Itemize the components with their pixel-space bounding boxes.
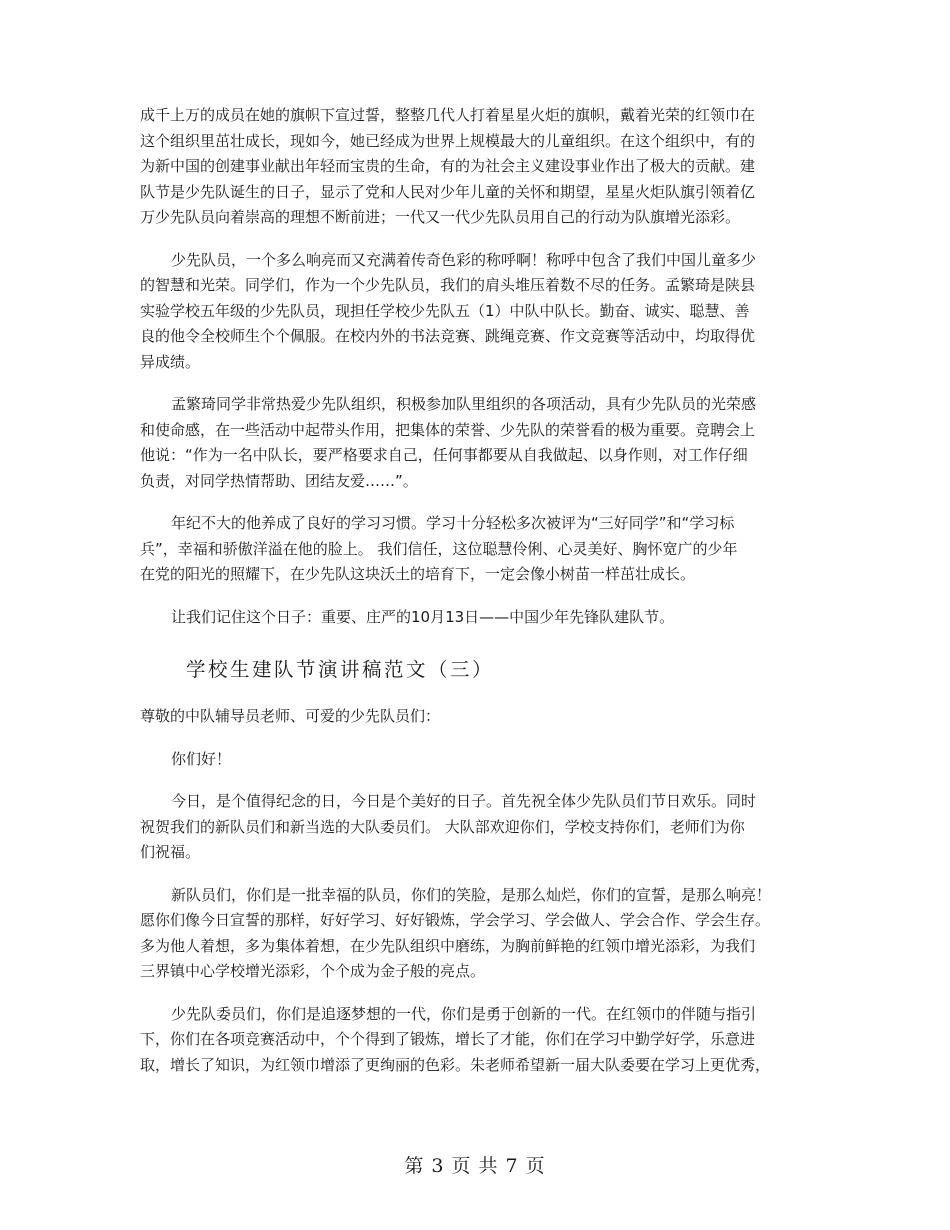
text-line: 孟繁琦同学非常热爱少先队组织，积极参加队里组织的各项活动，具有少先队员的光荣感 — [171, 395, 757, 413]
page-number-footer: 第 3 页 共 7 页 — [404, 1155, 546, 1177]
paragraph-3 — [140, 392, 820, 494]
text-line: 祝贺我们的新队员们和新当选的大队委员们。 大队部欢迎你们，学校支持你们，老师们为你 — [140, 817, 745, 836]
text-line: 年纪不大的他养成了良好的学习习惯。学习十分轻松多次被评为“三好同学”和“学习标 — [171, 514, 735, 532]
paragraph-8 — [140, 1002, 820, 1079]
text-line: 们祝福。 — [140, 843, 201, 861]
text-line: 在党的阳光的照耀下，在少先队这块沃土的培育下，一定会像小树苗一样茁壮成长。 — [140, 565, 696, 583]
text-line: 下，你们在各项竞赛活动中，个个得到了锻炼，增长了才能，你们在学习中勤学好学，乐意进 — [140, 1030, 756, 1048]
text-line: 实验学校五年级的少先队员，现担任学校少先队五（1）中队中队长。勤奋、诚实、聪慧、善 — [140, 301, 750, 320]
section-heading: 学校生建队节演讲稿范文（三） — [186, 658, 495, 681]
text-line: 今日，是个值得纪念的日，今日是个美好的日子。首先祝全体少先队员们节日欢乐。同时 — [171, 792, 757, 810]
text-line: 成千上万的成员在她的旗帜下宣过誓，整整几代人打着星星火炬的旗帜，戴着光荣的红领巾在 — [140, 106, 756, 124]
text-line: 和使命感，在一些活动中起带头作用，把集体的荣誉、少先队的荣誉看的极为重要。竞聘会上 — [140, 420, 756, 439]
document-body — [140, 103, 820, 1095]
text-line: 异成绩。 — [140, 352, 201, 371]
paragraph-1 — [140, 103, 820, 231]
text-line: 良的他令全校师生个个佩服。在校内外的书法竞赛、跳绳竞赛、作文竞赛等活动中，均取得优 — [140, 327, 756, 345]
text-line: 的智慧和光荣。同学们，作为一个少先队员，我们的肩头堆压着数不尽的任务。孟繁琦是陕县 — [140, 276, 756, 294]
greeting: 你们好！ — [171, 749, 232, 768]
text-line: 新队员们，你们是一批幸福的队员，你们的笑脸，是那么灿烂，你们的宣誓，是那么响亮！ — [171, 885, 772, 904]
text-line: 他说：“作为一名中队长，要严格要求自己，任何事都要从自我做起、以身作则，对工作仔细 — [140, 446, 748, 464]
text-line: 兵”，幸福和骄傲洋溢在他的脸上。 我们信任，这位聪慧伶俐、心灵美好、胸怀宽广的少年 — [140, 539, 738, 558]
text-line: 愿你们像今日宣誓的那样，好好学习、好好锻炼，学会学习、学会做人、学会合作、学会生存。 — [140, 911, 771, 929]
paragraph-7 — [140, 883, 820, 985]
paragraph-2 — [140, 248, 820, 376]
text-line: 为新中国的创建事业献出年轻而宝贵的生命，有的为社会主义建设事业作出了极大的贡献。建 — [140, 157, 756, 175]
paragraph-6 — [140, 789, 820, 866]
salutation: 尊敬的中队辅导员老师、可爱的少先队员们： — [140, 707, 441, 725]
text-line: 少先队委员们，你们是追逐梦想的一代，你们是勇于创新的一代。在红领巾的伴随与指引 — [171, 1004, 757, 1023]
paragraph-5 — [140, 605, 820, 631]
text-line: 这个组织里茁壮成长，现如今，她已经成为世界上规模最大的儿童组织。在这个组织中，有的 — [140, 131, 756, 150]
text-line: 少先队员，一个多么响亮而又充满着传奇色彩的称呼啊！称呼中包含了我们中国儿童多少 — [171, 250, 757, 269]
text-line: 多为他人着想，多为集体着想，在少先队组织中磨练，为胸前鲜艳的红领巾增光添彩，为我们 — [140, 936, 756, 955]
text-line: 三界镇中心学校增光添彩，个个成为金子般的亮点。 — [140, 962, 486, 980]
text-line: 取，增长了知识，为红领巾增添了更绚丽的色彩。朱老师希望新一届大队委要在学习上更优秀， — [140, 1055, 771, 1074]
text-line: 让我们记住这个日子：重要、庄严的10月13日——中国少年先锋队建队节。 — [171, 607, 675, 626]
text-line: 负责，对同学热情帮助、团结友爱……”。 — [140, 471, 418, 490]
paragraph-4 — [140, 511, 820, 588]
text-line: 队节是少先队诞生的日子，显示了党和人民对少年儿童的关怀和期望，星星火炬队旗引领着亿 — [140, 182, 756, 201]
text-line: 万少先队员向着崇高的理想不断前进；一代又一代少先队员用自己的行动为队旗增光添彩。 — [140, 208, 741, 226]
